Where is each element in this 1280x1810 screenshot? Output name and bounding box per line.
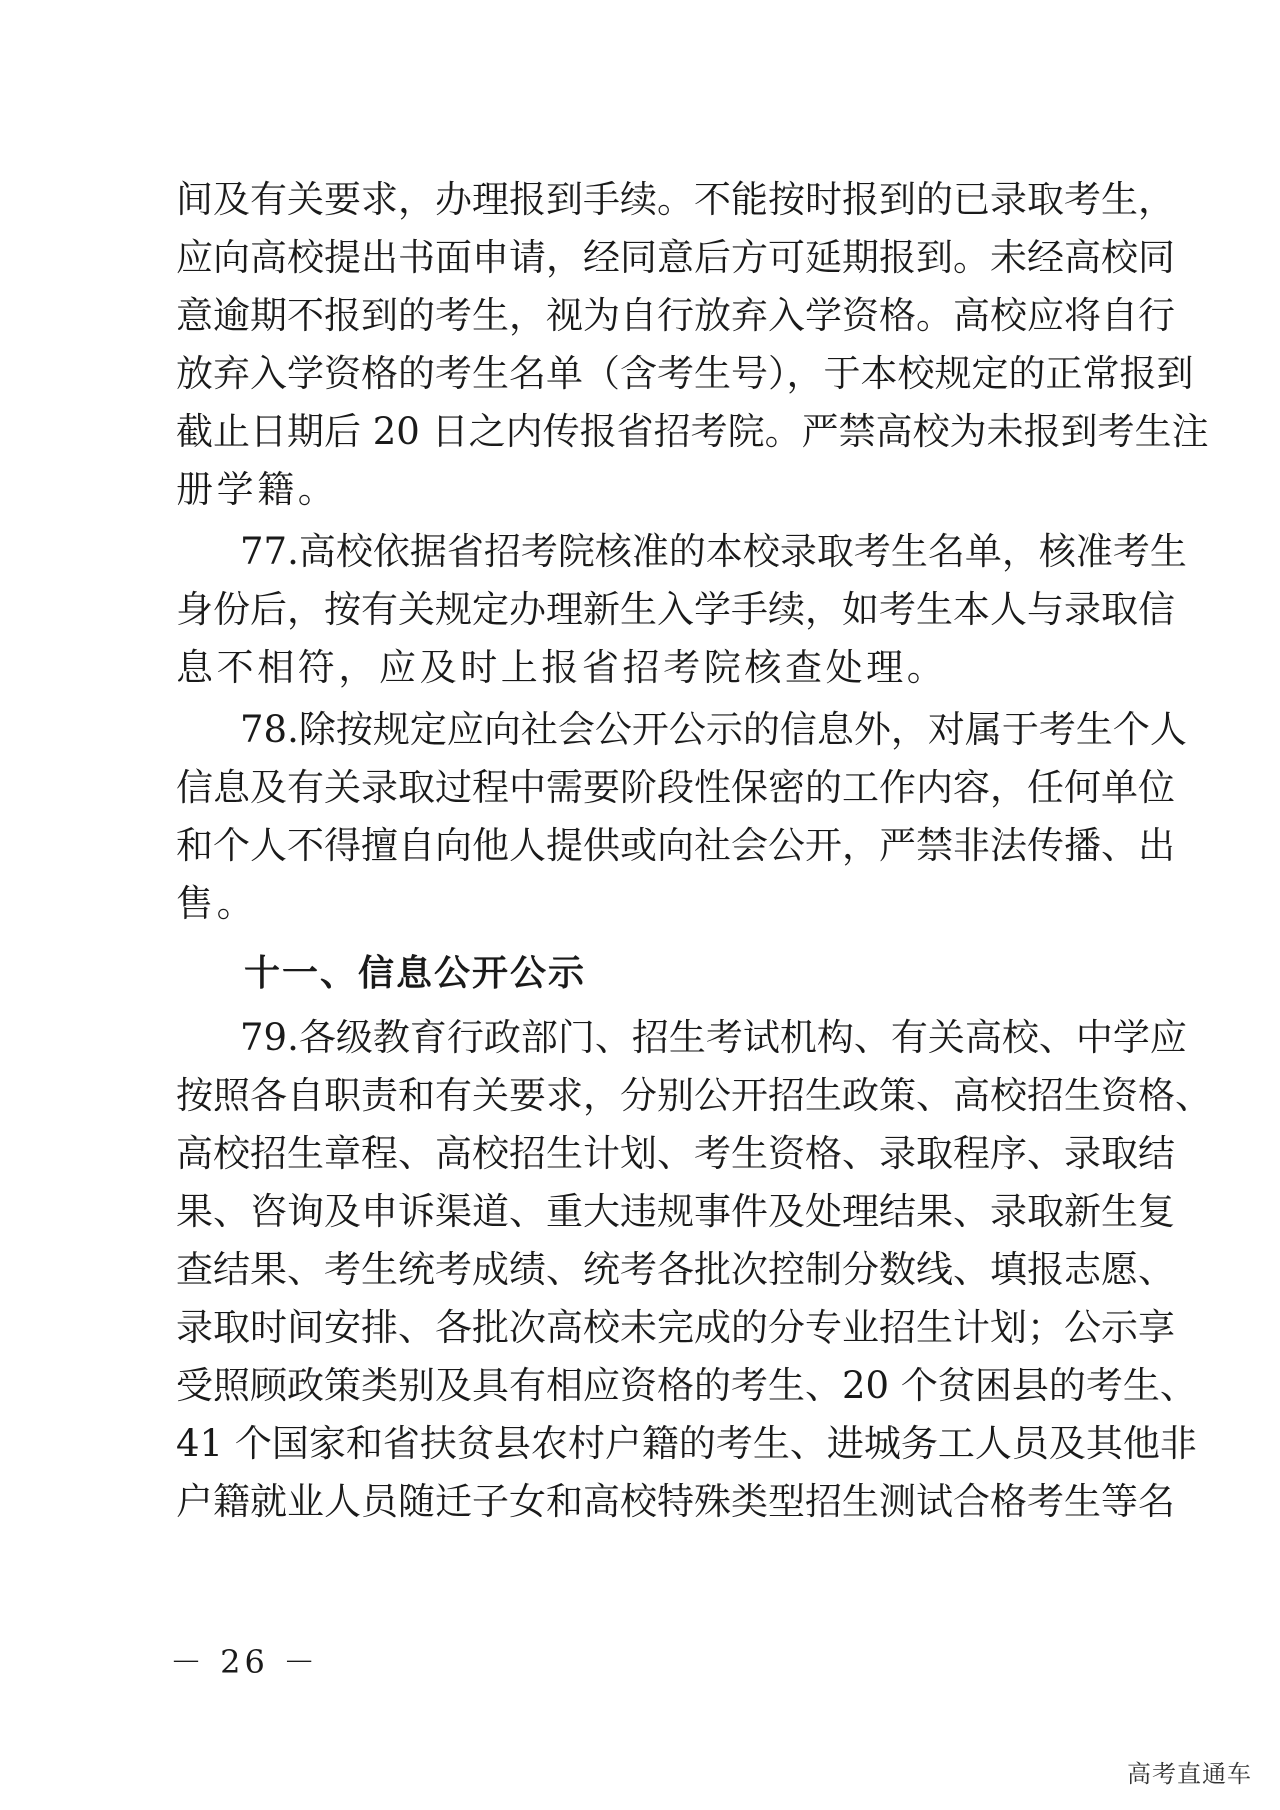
paragraph-79-line-5: 查结果、考生统考成绩、统考各批次控制分数线、填报志愿、 (176, 1248, 1175, 1291)
paragraph-77-line-2: 身份后，按有关规定办理新生入学手续，如考生本人与录取信 (176, 588, 1175, 631)
watermark-text: 高考直通车 (1127, 1760, 1252, 1788)
paragraph-78-line-1: 78.除按规定应向社会公开公示的信息外，对属于考生个人 (240, 708, 1187, 751)
paragraph-79-line-1: 79.各级教育行政部门、招生考试机构、有关高校、中学应 (240, 1016, 1187, 1059)
paragraph-78-line-2: 信息及有关录取过程中需要阶段性保密的工作内容，任何单位 (176, 766, 1175, 809)
paragraph-78-line-3: 和个人不得擅自向他人提供或向社会公开，严禁非法传播、出 (176, 824, 1175, 867)
paragraph-79-line-2: 按照各自职责和有关要求，分别公开招生政策、高校招生资格、 (176, 1074, 1212, 1117)
paragraph-79-line-7: 受照顾政策类别及具有相应资格的考生、20 个贫困县的考生、 (176, 1364, 1197, 1407)
paragraph-79-line-8: 41 个国家和省扶贫县农村户籍的考生、进城务工人员及其他非 (176, 1422, 1197, 1465)
paragraph-78-line-4: 售。 (176, 882, 258, 925)
paragraph-1-line-6: 册学籍。 (176, 468, 339, 511)
page-number: － 26 － (170, 1643, 320, 1681)
paragraph-79-line-6: 录取时间安排、各批次高校未完成的分专业招生计划；公示享 (176, 1306, 1175, 1349)
paragraph-1-line-5: 截止日期后 20 日之内传报省招考院。严禁高校为未报到考生注 (176, 410, 1209, 453)
paragraph-1-line-2: 应向高校提出书面申请，经同意后方可延期报到。未经高校同 (176, 236, 1175, 279)
paragraph-1-line-4: 放弃入学资格的考生名单（含考生号），于本校规定的正常报到 (176, 352, 1194, 395)
section-heading: 十一、信息公开公示 (244, 953, 587, 994)
paragraph-1-line-3: 意逾期不报到的考生，视为自行放弃入学资格。高校应将自行 (176, 294, 1175, 337)
paragraph-79-line-9: 户籍就业人员随迁子女和高校特殊类型招生测试合格考生等名 (176, 1480, 1175, 1523)
paragraph-79-line-3: 高校招生章程、高校招生计划、考生资格、录取程序、录取结 (176, 1132, 1175, 1175)
paragraph-79-line-4: 果、咨询及申诉渠道、重大违规事件及处理结果、录取新生复 (176, 1190, 1175, 1233)
paragraph-77-line-3: 息不相符，应及时上报省招考院核查处理。 (176, 646, 948, 689)
paragraph-1-line-1: 间及有关要求，办理报到手续。不能按时报到的已录取考生， (176, 178, 1175, 221)
paragraph-77-line-1: 77.高校依据省招考院核准的本校录取考生名单，核准考生 (240, 530, 1187, 573)
